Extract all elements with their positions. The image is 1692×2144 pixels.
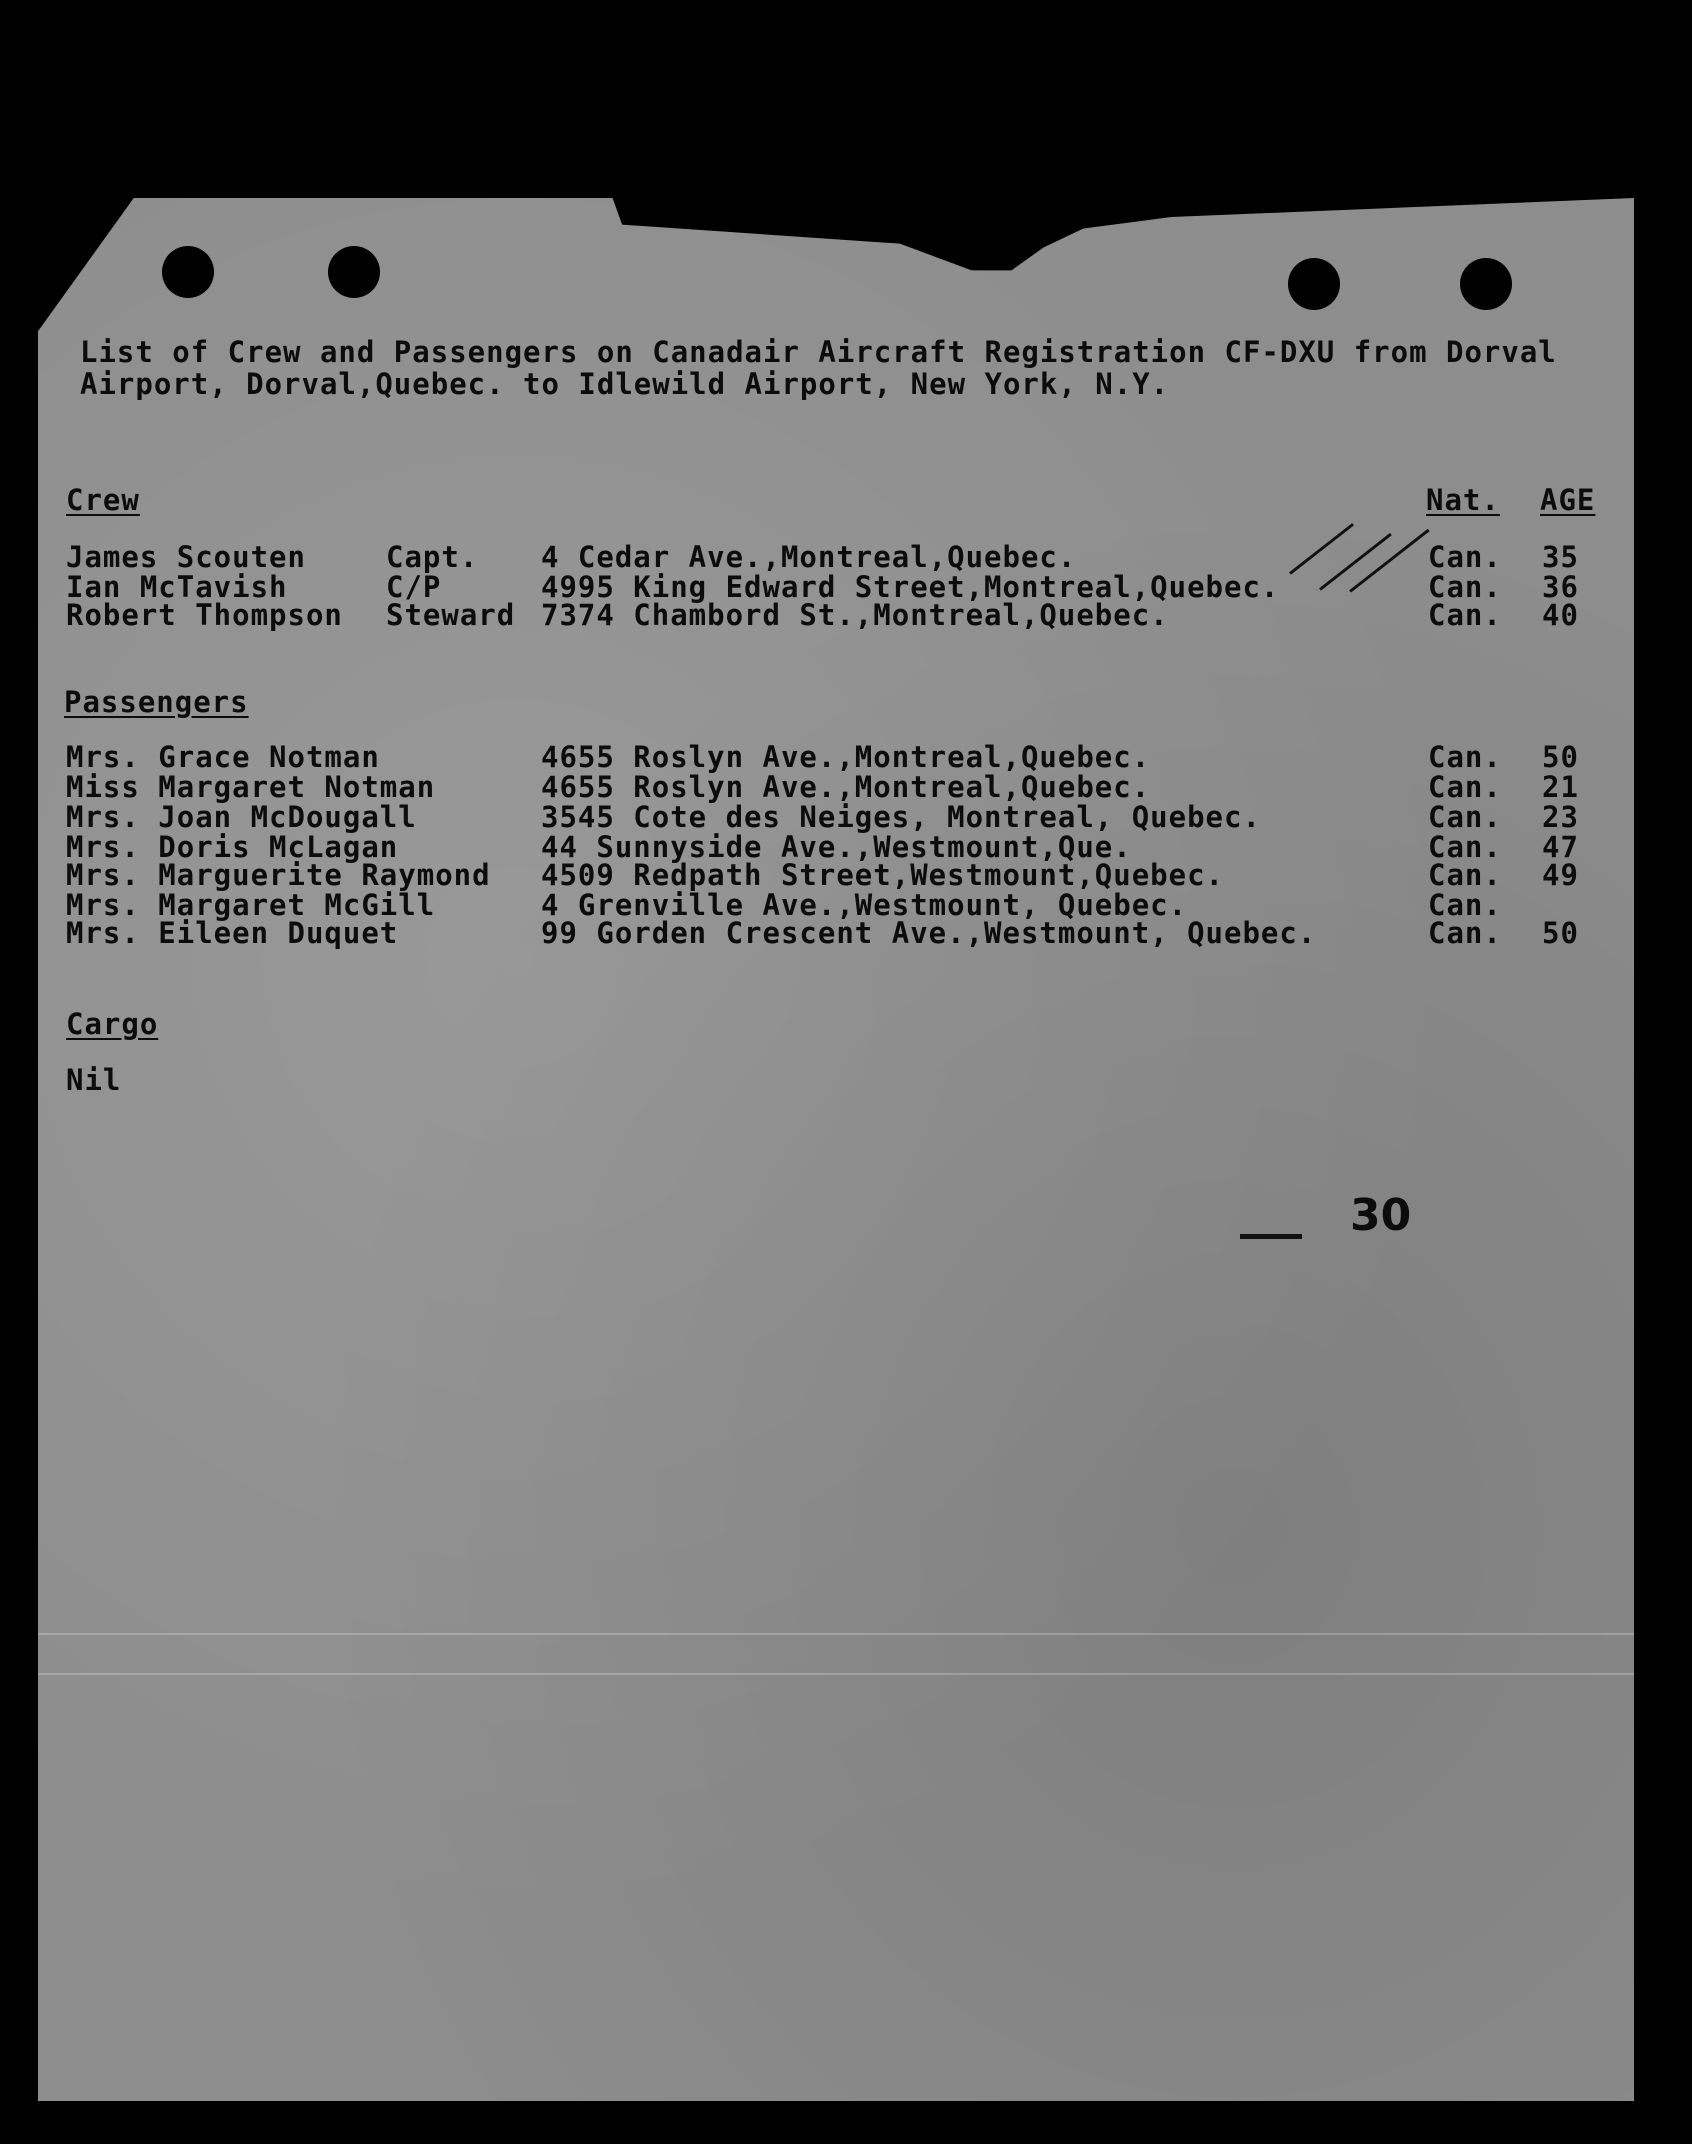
crew-nationality: Can. — [1428, 598, 1502, 632]
crew-role: C/P — [386, 570, 442, 604]
document-sheet — [38, 198, 1634, 2101]
crew-row — [0, 600, 1692, 630]
punch-hole — [1460, 258, 1512, 310]
crew-row — [0, 542, 1692, 572]
passenger-name: Mrs. Margaret McGill — [66, 888, 436, 922]
passenger-row — [0, 860, 1692, 890]
passenger-address: 4655 Roslyn Ave.,Montreal,Quebec. — [541, 770, 1151, 804]
page-number-dash — [1240, 1234, 1302, 1239]
crew-name: Ian McTavish — [66, 570, 288, 604]
passenger-age: 47 — [1542, 830, 1579, 864]
passenger-age: 50 — [1542, 740, 1579, 774]
passenger-row — [0, 802, 1692, 832]
title-line: Airport, Dorval,Quebec. to Idlewild Airport, New York, N.Y. — [80, 367, 1170, 401]
passenger-row — [0, 772, 1692, 802]
passenger-nationality: Can. — [1428, 770, 1502, 804]
passengers-heading: Passengers — [64, 685, 249, 719]
passenger-name: Miss Margaret Notman — [66, 770, 436, 804]
crew-address: 4995 King Edward Street,Montreal,Quebec. — [541, 570, 1280, 604]
passenger-age: 23 — [1542, 800, 1579, 834]
passenger-nationality: Can. — [1428, 830, 1502, 864]
passenger-name: Mrs. Joan McDougall — [66, 800, 417, 834]
crew-nationality: Can. — [1428, 540, 1502, 574]
title-line: List of Crew and Passengers on Canadair Aircraft Registration CF-DXU from Dorval — [80, 335, 1557, 369]
passenger-address: 44 Sunnyside Ave.,Westmount,Que. — [541, 830, 1132, 864]
passenger-nationality: Can. — [1428, 800, 1502, 834]
crew-name: James Scouten — [66, 540, 306, 574]
crew-age: 36 — [1542, 570, 1579, 604]
passenger-nationality: Can. — [1428, 858, 1502, 892]
passenger-nationality: Can. — [1428, 888, 1502, 922]
passenger-address: 4509 Redpath Street,Westmount,Quebec. — [541, 858, 1225, 892]
crew-role: Capt. — [386, 540, 479, 574]
page-number: 30 — [1350, 1190, 1412, 1241]
passenger-age: 50 — [1542, 916, 1579, 950]
crew-name: Robert Thompson — [66, 598, 343, 632]
age-heading: AGE — [1540, 483, 1596, 517]
passenger-name: Mrs. Doris McLagan — [66, 830, 399, 864]
punch-hole — [328, 246, 380, 298]
crew-role: Steward — [386, 598, 516, 632]
fold-line — [38, 1673, 1634, 1675]
passenger-name: Mrs. Eileen Duquet — [66, 916, 399, 950]
cargo-value: Nil — [66, 1063, 122, 1097]
passenger-address: 4 Grenville Ave.,Westmount, Quebec. — [541, 888, 1188, 922]
passenger-row — [0, 918, 1692, 948]
passenger-nationality: Can. — [1428, 740, 1502, 774]
punch-hole — [162, 246, 214, 298]
document-title — [80, 336, 1557, 400]
passenger-address: 3545 Cote des Neiges, Montreal, Quebec. — [541, 800, 1261, 834]
passenger-address: 99 Gorden Crescent Ave.,Westmount, Quebec. — [541, 916, 1317, 950]
crew-address: 4 Cedar Ave.,Montreal,Quebec. — [541, 540, 1077, 574]
passenger-age: 49 — [1542, 858, 1579, 892]
crew-age: 35 — [1542, 540, 1579, 574]
passenger-name: Mrs. Marguerite Raymond — [66, 858, 491, 892]
punch-hole — [1288, 258, 1340, 310]
passenger-nationality: Can. — [1428, 916, 1502, 950]
passenger-row — [0, 742, 1692, 772]
crew-address: 7374 Chambord St.,Montreal,Quebec. — [541, 598, 1169, 632]
fold-line — [38, 1633, 1634, 1635]
crew-nationality: Can. — [1428, 570, 1502, 604]
cargo-heading: Cargo — [66, 1007, 159, 1041]
passenger-address: 4655 Roslyn Ave.,Montreal,Quebec. — [541, 740, 1151, 774]
crew-heading: Crew — [66, 483, 140, 517]
crew-age: 40 — [1542, 598, 1579, 632]
passenger-age: 21 — [1542, 770, 1579, 804]
nat-heading: Nat. — [1426, 483, 1500, 517]
passenger-name: Mrs. Grace Notman — [66, 740, 380, 774]
